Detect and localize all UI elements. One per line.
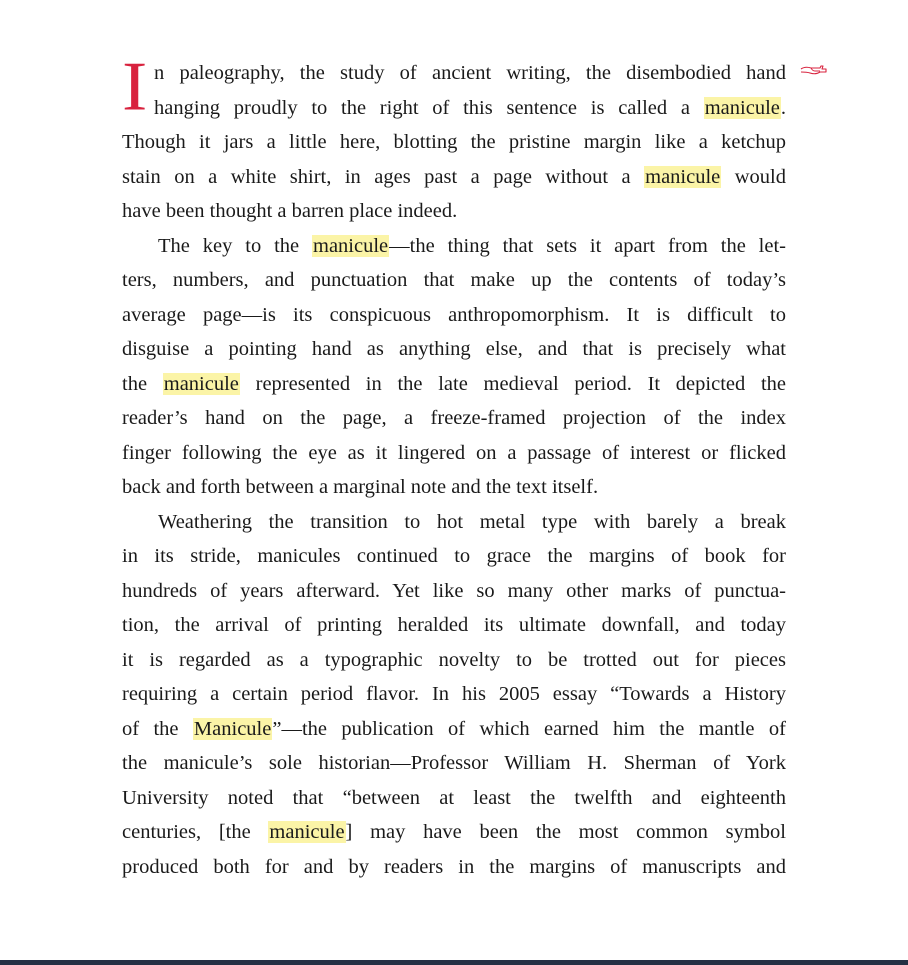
paragraph: [122, 505, 786, 885]
text-run: Though it jars a little here, blotting the pristine margin like a ketchup: [122, 131, 786, 153]
text-run: in its stride, manicules continued to grace the margins of book for: [122, 545, 786, 567]
text-run: the: [122, 372, 163, 395]
text-line: [122, 298, 786, 333]
text-line: [122, 194, 786, 229]
text-line: [122, 401, 786, 436]
text-run: centuries, [the: [122, 821, 269, 843]
text-run: .: [780, 96, 786, 119]
drop-cap: I: [122, 47, 148, 126]
text-run: hanging proudly to the right of this sentence is called a: [154, 96, 704, 119]
text-run: stain on a white shirt, in ages past a page without a: [122, 165, 645, 188]
text-run: finger following the eye as it lingered on a passage of interest or flicked: [122, 441, 786, 464]
text-line: [122, 505, 786, 540]
text-run: disguise a pointing hand as anything else, and that is precisely what: [122, 338, 786, 360]
text-run: of the: [122, 717, 193, 740]
text-run: hundreds of years afterward. Yet like so many other marks of punctua-: [122, 579, 786, 602]
highlighted-term: manicule: [645, 165, 721, 188]
text-run: produced both for and by readers in the margins of manuscripts and: [122, 855, 786, 878]
paragraph: [122, 47, 786, 229]
text-line: [122, 263, 786, 298]
text-line: [122, 470, 786, 505]
manicule-icon: [800, 63, 828, 77]
text-line: [122, 229, 786, 264]
text-run: average page—is its conspicuous anthropomorphism. It is difficult to: [122, 303, 786, 326]
text-run: reader’s hand on the page, a freeze-framed projection of the index: [122, 407, 786, 429]
text-line: [122, 850, 786, 885]
text-run: represented in the late medieval period. It depicted the: [239, 372, 787, 395]
text-run: n paleography, the study of ancient writing, the disembodied hand: [154, 62, 786, 84]
text-run: ] may have been the most common symbol: [345, 821, 786, 843]
paragraph: [122, 229, 786, 505]
text-run: Weathering the transition to hot metal type with barely a break: [158, 510, 786, 533]
text-run: The key to the: [158, 234, 313, 257]
highlighted-term: manicule: [313, 234, 389, 257]
text-line: [122, 160, 786, 195]
text-line: [122, 332, 786, 367]
paragraphs: [122, 47, 787, 884]
text-run: have been thought a barren place indeed.: [122, 200, 458, 222]
text-run: requiring a certain period flavor. In his 2005 essay “Towards a History: [122, 683, 786, 705]
highlighted-term: manicule: [163, 372, 239, 395]
text-line: [122, 746, 786, 781]
highlighted-term: manicule: [704, 96, 780, 119]
text-run: ters, numbers, and punctuation that make up the contents of today’s: [122, 269, 786, 291]
text-line: [122, 367, 786, 402]
text-line: [122, 781, 786, 816]
text-line: [122, 643, 786, 678]
text-line: [122, 815, 786, 850]
text-run: would: [721, 165, 786, 188]
text-run: ”—the publication of which earned him the mantle of: [272, 717, 786, 740]
text-run: it is regarded as a typographic novelty to be trotted out for pieces: [122, 648, 786, 671]
bottom-bar: [0, 960, 908, 965]
text-run: University noted that “between at least the twelfth and eighteenth: [122, 786, 786, 809]
body-text: [122, 47, 787, 884]
text-run: back and forth between a marginal note and the text itself.: [122, 476, 599, 498]
text-line: [122, 608, 786, 643]
text-line: [122, 712, 786, 747]
text-line: [122, 677, 786, 712]
text-line: [122, 56, 786, 91]
text-run: —the thing that sets it apart from the let-: [389, 234, 786, 257]
text-line: [122, 125, 786, 160]
text-line: [122, 436, 786, 471]
highlighted-term: Manicule: [193, 717, 272, 740]
text-run: the manicule’s sole historian—Professor William H. Sherman of York: [122, 752, 786, 774]
text-line: [122, 91, 786, 126]
text-line: [122, 574, 786, 609]
highlighted-term: manicule: [269, 821, 345, 843]
text-line: [122, 539, 786, 574]
text-run: tion, the arrival of printing heralded its ultimate downfall, and today: [122, 614, 786, 636]
